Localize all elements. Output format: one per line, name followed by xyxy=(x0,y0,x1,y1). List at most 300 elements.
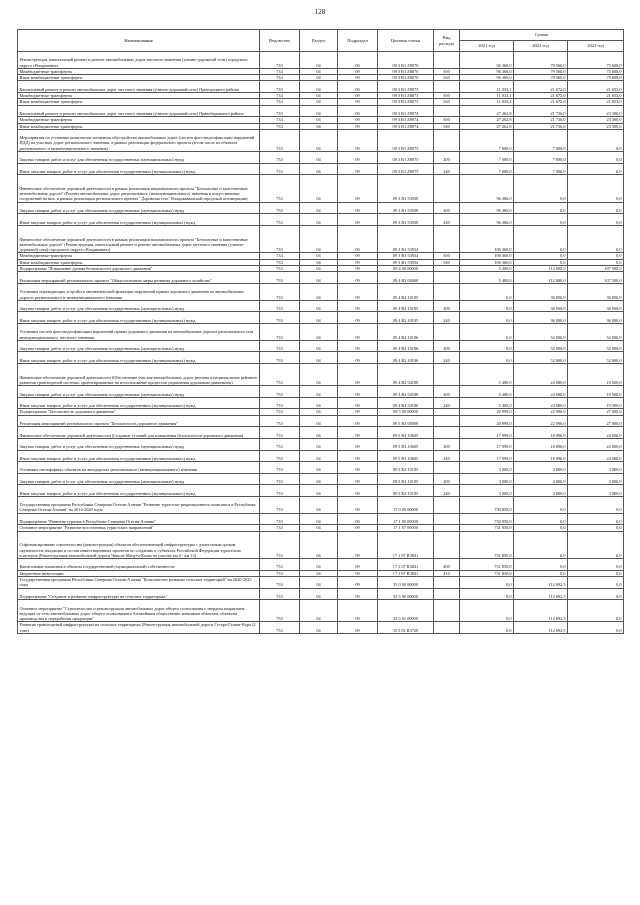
row-sum-2021: 731 850,0 xyxy=(460,525,514,531)
row-sum-2023: 27 000,0 xyxy=(568,409,624,415)
row-vid-raskhoda: 540 xyxy=(434,75,460,81)
row-sum-2022: 4 000,0 xyxy=(514,473,568,485)
row-sum-2023: 36 000,0 xyxy=(568,300,624,312)
row-sum-2021: 0,0 xyxy=(460,340,514,352)
row-sum-2021: 96 366,0 xyxy=(460,52,514,69)
table-row xyxy=(18,438,624,450)
row-vedomstvo: 733 xyxy=(260,283,300,300)
row-podrazdel: 09 xyxy=(338,52,378,69)
row-vid-raskhoda xyxy=(434,462,460,474)
row-sum-2021: 0,0 xyxy=(460,577,514,589)
row-name: Закупка товаров, работ и услуг для обеспечения государственных (муниципальных) нужд xyxy=(18,386,260,398)
row-sum-2021: 7 000,0 xyxy=(460,152,514,164)
row-sum-2023: 19 500,0 xyxy=(568,397,624,409)
row-razdel: 04 xyxy=(300,427,338,439)
row-celevaya-statya: 09 5 R3 10195 xyxy=(378,473,434,485)
row-razdel: 04 xyxy=(300,68,338,74)
row-sum-2023: 0,0 xyxy=(568,152,624,164)
row-celevaya-statya: 17 1 07 00000 xyxy=(378,525,434,531)
row-celevaya-statya: 09 4 R2 54180 xyxy=(378,397,434,409)
row-name: Реконструкция, капитальный ремонт и ремонт автомобильных дорог местного значения (улично-дорожной сети) городского округа г.Владикавказ xyxy=(18,52,260,69)
header-summa: Сумма xyxy=(460,30,624,41)
table-row xyxy=(18,352,624,364)
row-vedomstvo: 733 xyxy=(260,386,300,398)
row-sum-2022: 21 672,0 xyxy=(514,81,568,93)
row-sum-2022: 21 672,0 xyxy=(514,93,568,99)
row-vedomstvo: 733 xyxy=(260,323,300,340)
row-sum-2021: 0,0 xyxy=(460,312,514,324)
row-name: Установка светофорных объектов на автодорогах регионального (межмуниципального) значения xyxy=(18,462,260,474)
row-vid-raskhoda xyxy=(434,225,460,253)
row-name: Установка систем фото-видеофиксации нарушений правил дорожного движения на автомобильных дорогах регионального или межмуниципального, местного значения xyxy=(18,323,260,340)
row-podrazdel: 09 xyxy=(338,105,378,117)
table-row xyxy=(18,152,624,164)
row-celevaya-statya: 09 5 R3 10195 xyxy=(378,462,434,474)
row-name: Реализация мероприятий регионального проекта "Общесистемные меры развития дорожного хозяйства" xyxy=(18,272,260,284)
row-sum-2022: 18 096,0 xyxy=(514,450,568,462)
row-podrazdel: 09 xyxy=(338,462,378,474)
row-sum-2021: 0,0 xyxy=(460,300,514,312)
row-sum-2022: 0,0 xyxy=(514,525,568,531)
row-sum-2021: 20 999,0 xyxy=(460,409,514,415)
row-sum-2022: 36 000,0 xyxy=(514,312,568,324)
row-name: Софинансирование строительства (реконструкции) объектов обеспечивающей инфраструктуры с длительным сроком окупаемости, входящих в состав инвестиционных проектов по созданию в субъектах Российской Федерации туристских кластеров (Реконструкция автомобильной дороги Чикола-Мацута-Комы на участке км 0 - км 13) xyxy=(18,531,260,559)
row-vedomstvo: 733 xyxy=(260,513,300,525)
row-sum-2021: 5 400,0 xyxy=(460,397,514,409)
header-name: Наименование xyxy=(18,30,260,52)
row-sum-2023: 23 300,0 xyxy=(568,105,624,117)
row-sum-2023: 21 653,0 xyxy=(568,93,624,99)
row-podrazdel: 09 xyxy=(338,577,378,589)
row-vid-raskhoda xyxy=(434,577,460,589)
row-vid-raskhoda xyxy=(434,323,460,340)
row-celevaya-statya: 09 4 R2 54180 xyxy=(378,364,434,386)
header-celevaya-statya: Целевая статья xyxy=(378,30,434,52)
row-celevaya-statya: 09 4 R2 10195 xyxy=(378,312,434,324)
row-sum-2021: 0,0 xyxy=(460,352,514,364)
row-sum-2022: 36 000,0 xyxy=(514,300,568,312)
row-name: Подпрограмма "Создание и развитие инфраструктуры на сельских территориях" xyxy=(18,588,260,600)
row-sum-2022: 24 680,0 xyxy=(514,364,568,386)
row-vedomstvo: 733 xyxy=(260,570,300,576)
row-name: Капитальный ремонт и ремонт автомобильных дорог местного значения (улично-дорожной сети) Правобережного района xyxy=(18,105,260,117)
row-razdel: 04 xyxy=(300,397,338,409)
row-vedomstvo: 733 xyxy=(260,75,300,81)
row-sum-2021: 3 000,0 xyxy=(460,462,514,474)
row-sum-2023: 0,0 xyxy=(568,202,624,214)
row-vid-raskhoda xyxy=(434,622,460,634)
row-razdel: 04 xyxy=(300,81,338,93)
row-sum-2022: 112 680,0 xyxy=(514,266,568,272)
header-year-2021: 2021 год xyxy=(460,41,514,52)
row-sum-2022: 4 000,0 xyxy=(514,485,568,497)
row-razdel: 04 xyxy=(300,600,338,622)
row-vid-raskhoda xyxy=(434,364,460,386)
row-vedomstvo: 733 xyxy=(260,577,300,589)
row-razdel: 04 xyxy=(300,75,338,81)
row-sum-2021: 0,0 xyxy=(460,283,514,300)
row-sum-2021: 27 262,8 xyxy=(460,105,514,117)
row-vid-raskhoda xyxy=(434,496,460,513)
row-sum-2022: 79 560,0 xyxy=(514,52,568,69)
row-sum-2021: 7 000,0 xyxy=(460,129,514,151)
row-vid-raskhoda: 540 xyxy=(434,99,460,105)
row-sum-2021: 731 850,0 xyxy=(460,570,514,576)
row-sum-2023: 0,0 xyxy=(568,577,624,589)
row-sum-2023: 23 300,0 xyxy=(568,117,624,123)
row-razdel: 04 xyxy=(300,175,338,203)
row-sum-2021: 17 999,0 xyxy=(460,427,514,439)
row-vid-raskhoda: 240 xyxy=(434,163,460,175)
row-podrazdel: 09 xyxy=(338,386,378,398)
table-row xyxy=(18,386,624,398)
row-sum-2022: 79 560,0 xyxy=(514,68,568,74)
row-razdel: 04 xyxy=(300,93,338,99)
row-razdel: 04 xyxy=(300,364,338,386)
table-row xyxy=(18,496,624,513)
row-vedomstvo: 733 xyxy=(260,462,300,474)
row-vedomstvo: 733 xyxy=(260,175,300,203)
row-razdel: 04 xyxy=(300,525,338,531)
row-vid-raskhoda: 540 xyxy=(434,123,460,129)
row-sum-2022: 36 000,0 xyxy=(514,283,568,300)
table-row xyxy=(18,175,624,203)
row-name: Иные закупки товаров, работ и услуг для обеспечения государственных (муниципальных) нужд xyxy=(18,397,260,409)
row-sum-2023: 0,0 xyxy=(568,129,624,151)
row-celevaya-statya: 35 5 01 00000 xyxy=(378,600,434,622)
table-row xyxy=(18,52,624,69)
row-razdel: 04 xyxy=(300,513,338,525)
row-podrazdel: 09 xyxy=(338,283,378,300)
row-vid-raskhoda: 200 xyxy=(434,202,460,214)
row-sum-2022: 0,0 xyxy=(514,225,568,253)
row-sum-2022: 0,0 xyxy=(514,531,568,559)
row-vedomstvo: 733 xyxy=(260,266,300,272)
row-sum-2022: 0,0 xyxy=(514,253,568,259)
row-sum-2022: 112 692,5 xyxy=(514,577,568,589)
row-sum-2022: 4 000,0 xyxy=(514,462,568,474)
row-vedomstvo: 733 xyxy=(260,559,300,571)
row-sum-2023: 0,0 xyxy=(568,588,624,600)
row-sum-2023: 0,0 xyxy=(568,225,624,253)
row-sum-2021: 96 366,0 xyxy=(460,214,514,226)
row-vid-raskhoda xyxy=(434,588,460,600)
row-sum-2021: 17 999,0 xyxy=(460,438,514,450)
row-vid-raskhoda xyxy=(434,283,460,300)
row-podrazdel: 09 xyxy=(338,622,378,634)
row-name: Иные закупки товаров, работ и услуг для обеспечения государственных (муниципальных) нужд xyxy=(18,312,260,324)
row-vid-raskhoda xyxy=(434,52,460,69)
row-vedomstvo: 733 xyxy=(260,409,300,415)
row-sum-2022: 7 000,0 xyxy=(514,129,568,151)
row-celevaya-statya: 09 3 R1 Z8075 xyxy=(378,163,434,175)
row-celevaya-statya: 09 4 R2 10195 xyxy=(378,300,434,312)
row-celevaya-statya: 09 5 R3 10195 xyxy=(378,485,434,497)
row-celevaya-statya: 09 3 R1 Z8070 xyxy=(378,52,434,69)
row-name: Мероприятия по установке комплектов элементов обустройства автомобильных дорог (систем фото-видеофиксации нарушений ПДД) на участках дорог регионального значения, в рамках реализации федерального проекта (в том числе на объектах регионального и межмуниципального значения) xyxy=(18,129,260,151)
row-celevaya-statya: 09 3 R1 Z8073 xyxy=(378,93,434,99)
row-vedomstvo: 733 xyxy=(260,364,300,386)
row-sum-2023: 3 000,0 xyxy=(568,462,624,474)
row-vedomstvo: 733 xyxy=(260,352,300,364)
row-sum-2021: 3 000,0 xyxy=(460,485,514,497)
row-sum-2023: 21 653,0 xyxy=(568,99,624,105)
row-vedomstvo: 733 xyxy=(260,129,300,151)
row-sum-2022: 0,0 xyxy=(514,570,568,576)
row-vid-raskhoda: 240 xyxy=(434,214,460,226)
table-row xyxy=(18,622,624,634)
row-name: Иные закупки товаров, работ и услуг для обеспечения государственных (муниципальных) нужд xyxy=(18,485,260,497)
row-sum-2022: 7 000,0 xyxy=(514,163,568,175)
row-vedomstvo: 733 xyxy=(260,105,300,117)
row-vedomstvo: 733 xyxy=(260,253,300,259)
row-name: Развитие транспортной инфраструктуры на сельских территориях (Реконструкция автомобильной дороги Гусара-Галиат-Кора (2 этап) xyxy=(18,622,260,634)
row-name: Межбюджетные трансферты xyxy=(18,93,260,99)
row-razdel: 04 xyxy=(300,340,338,352)
row-celevaya-statya: 09 3 R1 Z8073 xyxy=(378,81,434,93)
row-sum-2023: 75 608,0 xyxy=(568,68,624,74)
row-celevaya-statya: 17 1 00 00000 xyxy=(378,513,434,525)
row-podrazdel: 09 xyxy=(338,397,378,409)
row-name: Основное мероприятие "Развитие всесезонных туристских направлений" xyxy=(18,525,260,531)
row-vedomstvo: 733 xyxy=(260,397,300,409)
row-celevaya-statya: 09 4 R2 54180 xyxy=(378,386,434,398)
row-sum-2021: 106 360,0 xyxy=(460,225,514,253)
row-razdel: 04 xyxy=(300,214,338,226)
row-name: Подпрограмма "Развитие туризма в Республике Северная Осетия-Алания" xyxy=(18,513,260,525)
row-name: Иные закупки товаров, работ и услуг для обеспечения государственных (муниципальных) нужд xyxy=(18,450,260,462)
row-vedomstvo: 733 xyxy=(260,68,300,74)
row-name: Реализация мероприятий регионального проекта "Безопасность дорожного движения" xyxy=(18,415,260,427)
row-sum-2023: 0,0 xyxy=(568,525,624,531)
row-sum-2023: 19 500,0 xyxy=(568,364,624,386)
page-number: 128 xyxy=(314,8,326,16)
row-razdel: 04 xyxy=(300,438,338,450)
row-vedomstvo: 733 xyxy=(260,117,300,123)
row-sum-2023: 0,0 xyxy=(568,570,624,576)
row-sum-2022: 18 096,0 xyxy=(514,427,568,439)
row-celevaya-statya: 09 3 R1 53930 xyxy=(378,214,434,226)
header-year-2023: 2023 год xyxy=(568,41,624,52)
table-row xyxy=(18,588,624,600)
row-sum-2021: 96 366,0 xyxy=(460,175,514,203)
row-sum-2022: 0,0 xyxy=(514,259,568,265)
row-vedomstvo: 733 xyxy=(260,225,300,253)
row-celevaya-statya: 09 5 R3 00000 xyxy=(378,415,434,427)
row-name: Закупка товаров, работ и услуг для обеспечения государственных (муниципальных) нужд xyxy=(18,202,260,214)
row-sum-2023: 3 000,0 xyxy=(568,473,624,485)
row-celevaya-statya: 17 0 00 00000 xyxy=(378,496,434,513)
table-row xyxy=(18,473,624,485)
row-razdel: 04 xyxy=(300,450,338,462)
row-sum-2023: 36 000,0 xyxy=(568,312,624,324)
row-razdel: 04 xyxy=(300,202,338,214)
table-row xyxy=(18,462,624,474)
row-podrazdel: 09 xyxy=(338,163,378,175)
table-row xyxy=(18,202,624,214)
row-vid-raskhoda xyxy=(434,175,460,203)
row-sum-2021: 730 850,0 xyxy=(460,513,514,525)
row-sum-2022: 21 736,0 xyxy=(514,105,568,117)
row-podrazdel: 09 xyxy=(338,75,378,81)
row-name: Финансовое обеспечение дорожной деятельности (Создание условий для повышения безопасности дорожного движения) xyxy=(18,427,260,439)
row-vid-raskhoda: 240 xyxy=(434,312,460,324)
row-sum-2023: 0,0 xyxy=(568,253,624,259)
row-vid-raskhoda xyxy=(434,129,460,151)
row-razdel: 04 xyxy=(300,415,338,427)
table-row xyxy=(18,415,624,427)
row-name: Капитальные вложения в объекты государственной (муниципальной) собственности xyxy=(18,559,260,571)
header-vedomstvo: Ведомство xyxy=(260,30,300,52)
row-podrazdel: 09 xyxy=(338,81,378,93)
row-sum-2021: 11 033,1 xyxy=(460,81,514,93)
table-row xyxy=(18,577,624,589)
row-sum-2022: 79 560,0 xyxy=(514,75,568,81)
row-podrazdel: 09 xyxy=(338,485,378,497)
row-celevaya-statya: 09 3 R1 Z8074 xyxy=(378,123,434,129)
row-vid-raskhoda xyxy=(434,427,460,439)
row-name: Государственная программа Республики Северная Осетия-Алания "Развитие туристско-рекреационного комплекса в Республике Северная Осетия-Алания" на 2014-2020 годы xyxy=(18,496,260,513)
row-vid-raskhoda: 540 xyxy=(434,259,460,265)
row-vid-raskhoda: 410 xyxy=(434,570,460,576)
row-razdel: 04 xyxy=(300,129,338,151)
row-sum-2022: 112 680,0 xyxy=(514,272,568,284)
row-sum-2021: 27 262,8 xyxy=(460,117,514,123)
row-name: Финансовое обеспечение дорожной деятельности (Обеспечение участия автомобильных дорог региона в национальном рейтинге развития транспортной системы, ориентированных на использование процессов управления дорожным движением) xyxy=(18,364,260,386)
row-podrazdel: 09 xyxy=(338,68,378,74)
row-podrazdel: 09 xyxy=(338,323,378,340)
row-name: Иные закупки товаров, работ и услуг для обеспечения государственных (муниципальных) нужд xyxy=(18,163,260,175)
row-vid-raskhoda xyxy=(434,272,460,284)
row-vid-raskhoda xyxy=(434,415,460,427)
row-podrazdel: 09 xyxy=(338,123,378,129)
row-sum-2023: 24 000,0 xyxy=(568,427,624,439)
row-name: Иные межбюджетные трансферты xyxy=(18,75,260,81)
row-sum-2021: 5 400,0 xyxy=(460,266,514,272)
row-celevaya-statya: 09 4 R2 00000 xyxy=(378,272,434,284)
row-podrazdel: 09 xyxy=(338,496,378,513)
table-row xyxy=(18,531,624,559)
row-sum-2022: 0,0 xyxy=(514,513,568,525)
row-razdel: 04 xyxy=(300,52,338,69)
row-sum-2023: 0,0 xyxy=(568,496,624,513)
row-podrazdel: 09 xyxy=(338,259,378,265)
row-celevaya-statya: 09 4 00 00000 xyxy=(378,266,434,272)
row-podrazdel: 09 xyxy=(338,214,378,226)
row-sum-2021: 730 850,0 xyxy=(460,496,514,513)
row-vedomstvo: 733 xyxy=(260,588,300,600)
row-razdel: 04 xyxy=(300,386,338,398)
row-vid-raskhoda: 200 xyxy=(434,473,460,485)
row-vedomstvo: 733 xyxy=(260,427,300,439)
row-razdel: 04 xyxy=(300,163,338,175)
row-sum-2022: 112 692,5 xyxy=(514,600,568,622)
row-razdel: 04 xyxy=(300,577,338,589)
row-podrazdel: 09 xyxy=(338,364,378,386)
row-sum-2021: 20 999,0 xyxy=(460,415,514,427)
row-sum-2022: 18 096,0 xyxy=(514,438,568,450)
row-razdel: 04 xyxy=(300,117,338,123)
table-row xyxy=(18,105,624,117)
row-vedomstvo: 733 xyxy=(260,300,300,312)
row-vid-raskhoda xyxy=(434,531,460,559)
row-vid-raskhoda: 500 xyxy=(434,117,460,123)
row-sum-2023: 21 653,0 xyxy=(568,81,624,93)
budget-table-container xyxy=(17,29,623,634)
row-sum-2022: 24 680,0 xyxy=(514,386,568,398)
row-vedomstvo: 733 xyxy=(260,163,300,175)
row-vedomstvo: 733 xyxy=(260,272,300,284)
row-celevaya-statya: 17 1 07 R3841 xyxy=(378,559,434,571)
table-row xyxy=(18,225,624,253)
row-razdel: 04 xyxy=(300,266,338,272)
row-vid-raskhoda: 200 xyxy=(434,300,460,312)
row-podrazdel: 09 xyxy=(338,312,378,324)
table-row xyxy=(18,397,624,409)
row-celevaya-statya: 35 0 00 00000 xyxy=(378,577,434,589)
row-sum-2021: 96 366,0 xyxy=(460,75,514,81)
row-sum-2023: 0,0 xyxy=(568,622,624,634)
row-name: Иные межбюджетные трансферты xyxy=(18,99,260,105)
row-celevaya-statya: 09 5 R3 10605 xyxy=(378,438,434,450)
row-name: Межбюджетные трансферты xyxy=(18,253,260,259)
row-vedomstvo: 733 xyxy=(260,525,300,531)
row-podrazdel: 09 xyxy=(338,559,378,571)
row-celevaya-statya: 09 5 00 00000 xyxy=(378,409,434,415)
row-vid-raskhoda: 500 xyxy=(434,68,460,74)
row-razdel: 04 xyxy=(300,352,338,364)
row-vedomstvo: 733 xyxy=(260,202,300,214)
row-razdel: 04 xyxy=(300,622,338,634)
row-sum-2022: 21 672,0 xyxy=(514,99,568,105)
row-sum-2021: 96 366,0 xyxy=(460,202,514,214)
row-sum-2023: 24 000,0 xyxy=(568,450,624,462)
row-podrazdel: 09 xyxy=(338,600,378,622)
row-podrazdel: 09 xyxy=(338,266,378,272)
row-sum-2023: 107 500,0 xyxy=(568,272,624,284)
row-sum-2023: 0,0 xyxy=(568,531,624,559)
row-sum-2023: 75 608,0 xyxy=(568,75,624,81)
table-row xyxy=(18,312,624,324)
row-name: Межбюджетные трансферты xyxy=(18,68,260,74)
row-sum-2022: 52 000,0 xyxy=(514,340,568,352)
row-name: Иные межбюджетные трансферты xyxy=(18,259,260,265)
row-sum-2021: 731 850,0 xyxy=(460,531,514,559)
row-name: Закупка товаров, работ и услуг для обеспечения государственных (муниципальных) нужд xyxy=(18,300,260,312)
row-sum-2022: 0,0 xyxy=(514,175,568,203)
row-vedomstvo: 733 xyxy=(260,438,300,450)
row-razdel: 04 xyxy=(300,473,338,485)
row-celevaya-statya: 09 3 R1 53930 xyxy=(378,175,434,203)
table-row xyxy=(18,600,624,622)
table-row xyxy=(18,450,624,462)
row-vid-raskhoda xyxy=(434,513,460,525)
row-razdel: 04 xyxy=(300,259,338,265)
row-razdel: 04 xyxy=(300,462,338,474)
row-sum-2023: 0,0 xyxy=(568,513,624,525)
row-sum-2021: 0,0 xyxy=(460,600,514,622)
row-vid-raskhoda xyxy=(434,81,460,93)
row-sum-2021: 0,0 xyxy=(460,622,514,634)
row-celevaya-statya: 09 4 R2 10196 xyxy=(378,352,434,364)
row-sum-2023: 75 608,0 xyxy=(568,52,624,69)
row-razdel: 04 xyxy=(300,99,338,105)
row-celevaya-statya: 09 3 R1 Z8074 xyxy=(378,117,434,123)
row-sum-2022: 21 736,0 xyxy=(514,123,568,129)
row-razdel: 04 xyxy=(300,559,338,571)
row-sum-2022: 0,0 xyxy=(514,214,568,226)
row-razdel: 04 xyxy=(300,123,338,129)
